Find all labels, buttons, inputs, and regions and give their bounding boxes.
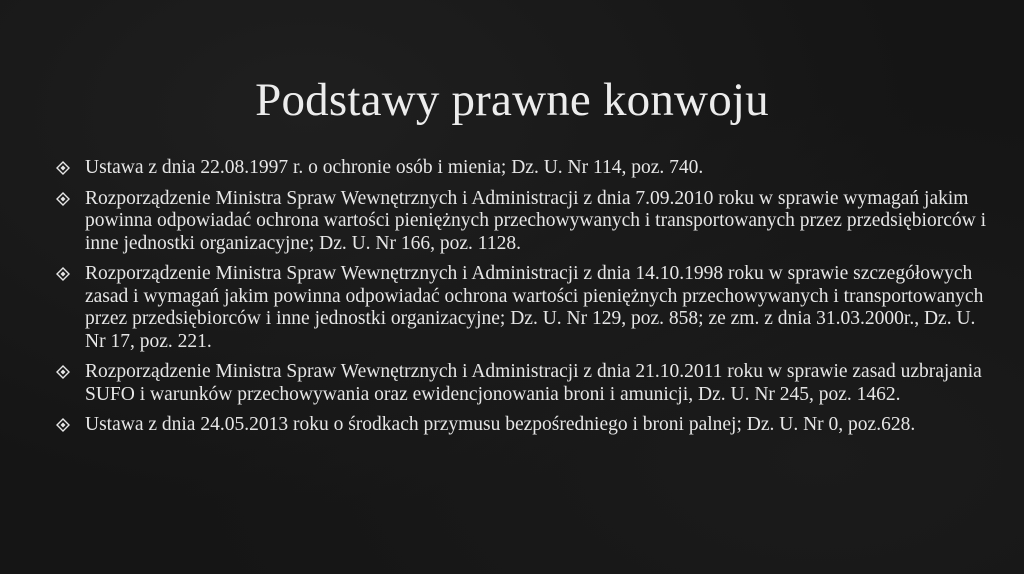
list-item xyxy=(56,157,986,180)
list-item xyxy=(56,263,986,353)
list-item-text: Rozporządzenie Ministra Spraw Wewnętrznych i Administracji z dnia 7.09.2010 roku w sprawie wymagań jakim powinna odpowiadać ochrona wartości pieniężnych przechowywanych i transportowanych przez przedsiębiorców i inne jednostki organizacyjne; Dz. U. Nr 166, poz. 1128. xyxy=(85,187,986,254)
diamond-bullet-icon xyxy=(56,267,70,281)
diamond-bullet-icon xyxy=(56,418,70,432)
diamond-bullet-icon xyxy=(56,161,70,175)
bullet-list xyxy=(56,157,986,445)
list-item xyxy=(56,188,986,256)
list-item-text: Ustawa z dnia 24.05.2013 roku o środkach przymusu bezpośredniego i broni palnej; Dz. U. Nr 0, poz.628. xyxy=(85,414,916,435)
list-item-text: Rozporządzenie Ministra Spraw Wewnętrznych i Administracji z dnia 14.10.1998 roku w sprawie szczegółowych zasad i wymagań jakim powinna odpowiadać ochrona wartości pieniężnych przechowywanych i transportowanych przez przedsiębiorców i inne jednostki organizacyjne; Dz. U. Nr 129, poz. 858; ze zm. z dnia 31.03.2000r., Dz. U. Nr 17, poz. 221. xyxy=(85,263,984,352)
slide-title: Podstawy prawne konwoju xyxy=(255,74,769,126)
list-item xyxy=(56,361,986,406)
diamond-bullet-icon xyxy=(56,365,70,379)
diamond-bullet-icon xyxy=(56,192,70,206)
list-item xyxy=(56,414,986,437)
list-item-text: Ustawa z dnia 22.08.1997 r. o ochronie osób i mienia; Dz. U. Nr 114, poz. 740. xyxy=(85,157,704,178)
list-item-text: Rozporządzenie Ministra Spraw Wewnętrznych i Administracji z dnia 21.10.2011 roku w sprawie zasad uzbrajania SUFO i warunków przechowywania oraz ewidencjonowania broni i amunicji, Dz. U. Nr 245, poz. 1462. xyxy=(85,361,982,405)
